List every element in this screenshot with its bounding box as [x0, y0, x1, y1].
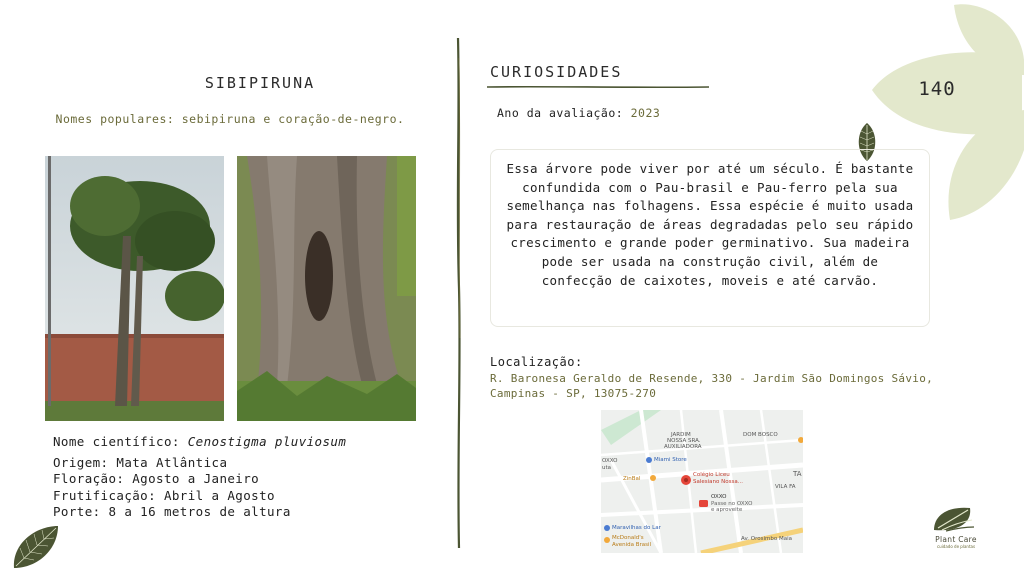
page-number: 140	[918, 78, 956, 100]
size: Porte: 8 a 16 metros de altura	[53, 504, 291, 519]
leaf-decoration-top-right	[940, 0, 1024, 220]
map-label-maravilhas: Maravilhas do Lar	[612, 525, 661, 531]
map-label-miami: Miami Store	[654, 457, 687, 463]
location-address: R. Baronesa Geraldo de Resende, 330 - Jardim São Domingos Sávio, Campinas - SP, 13075-270	[490, 372, 934, 400]
map-label-vila: VILA FA	[775, 484, 796, 490]
curiosities-title: CURIOSIDADES	[490, 63, 623, 81]
evaluation-year-value: 2023	[630, 106, 661, 120]
curiosity-text: Essa árvore pode viver por até um século. É bastante confundida com o Pau-brasil e Pau-ferro pela sua semelhança nas folhagens. Essa espécie é muito usada para restauração de áreas degradadas pelo seu rápido crescimento e grande poder germinativo. Sua madeira pode ser usada na construção civil, além de confecção de caixotes, moveis e até carvão.	[490, 149, 930, 327]
map-label-mcdonalds: McDonald's	[612, 535, 644, 541]
species-facts	[53, 434, 346, 521]
tree-photo	[45, 156, 224, 421]
map-label-zinbal: ZinBal	[623, 476, 641, 482]
map-label-school2: Salesiano Nossa...	[693, 479, 743, 485]
map-label-aux: AUXILIADORA	[664, 444, 702, 450]
map-label-ta: TA	[793, 470, 802, 478]
evaluation-year-label: Ano da avaliação:	[497, 106, 631, 120]
map-label-nossa: NOSSA SRA.	[667, 438, 701, 444]
map-label-oxxo2: Passe no OXXO	[711, 501, 753, 507]
popular-names: Nomes populares: sebipiruna e coração-de-negro.	[55, 112, 405, 126]
brush-divider	[452, 38, 466, 548]
map-label-dombosco: DOM BOSCO	[743, 432, 778, 438]
brush-underline	[487, 84, 709, 90]
origin: Origem: Mata Atlântica	[53, 454, 228, 470]
location-label: Localização:	[490, 355, 583, 369]
map-label-sorocaba: Av. Orosimbo Maia	[741, 536, 792, 542]
map-label-oxxo-left: OXXO	[602, 458, 618, 464]
scientific-name-label: Nome científico:	[53, 434, 188, 449]
map-label-oxxo3: e aproveite	[711, 507, 743, 513]
scientific-name-value: Cenostigma pluviosum	[187, 434, 347, 449]
fruiting: Frutificação: Abril a Agosto	[53, 487, 275, 503]
leaf-decoration-bottom-left	[10, 524, 60, 570]
flowering: Floração: Agosto a Janeiro	[53, 471, 260, 486]
location-map[interactable]	[601, 410, 803, 553]
logo-tagline: cuidado de plantas	[936, 544, 976, 549]
species-title: SIBIPIRUNA	[204, 74, 316, 92]
trunk-photo	[237, 156, 416, 421]
map-label-oxxo: OXXO	[711, 494, 727, 500]
map-label-uta: uta	[602, 465, 612, 471]
map-label-school: Colégio Liceu	[693, 472, 730, 478]
map-label-jardim: JARDIM	[671, 432, 691, 438]
logo-name: Plant Care	[935, 535, 977, 544]
map-label-avenida: Avenida Brasil	[612, 542, 652, 548]
evaluation-year	[497, 106, 660, 120]
scientific-name	[53, 434, 346, 451]
